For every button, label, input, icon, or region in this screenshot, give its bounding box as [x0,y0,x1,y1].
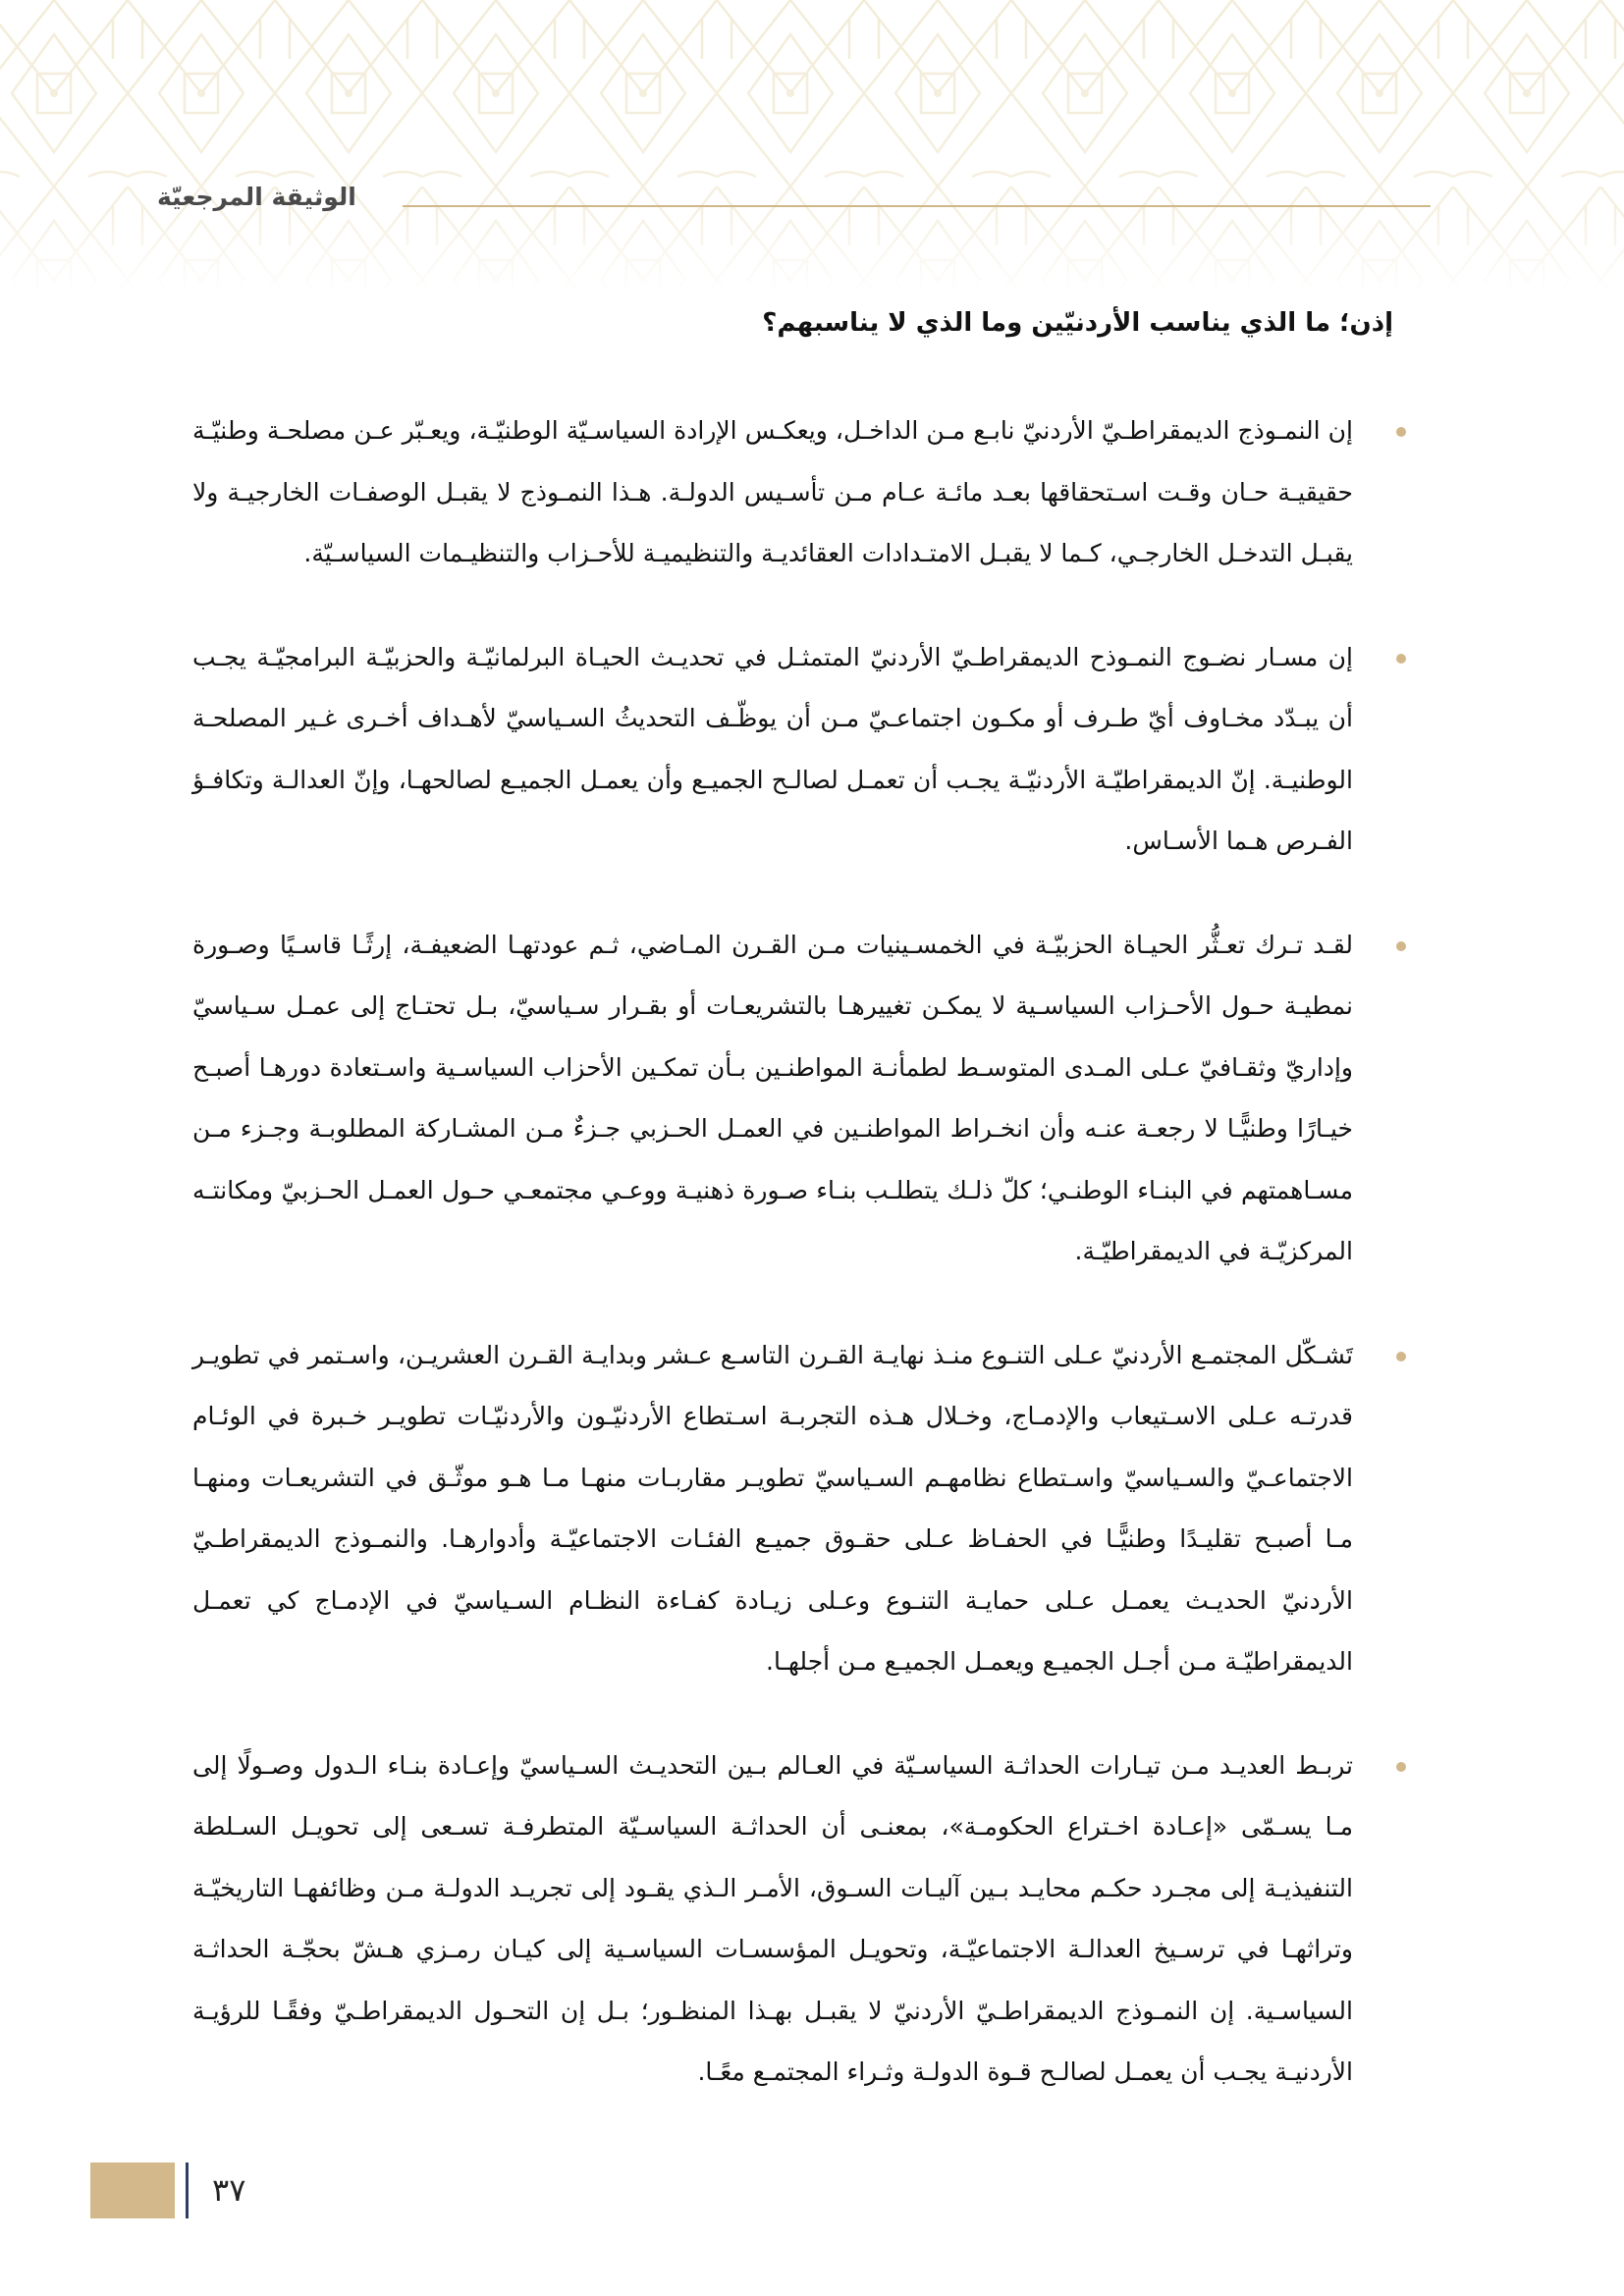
bullet-dot-icon [1396,941,1406,951]
section-title: الوثيقة المرجعيّة [157,183,356,211]
list-item [192,915,1353,1283]
bullet-dot-icon [1396,1352,1406,1362]
paragraph-text: تَشـكّل المجتمـع الأردنيّ عـلى التنـوع منـذ نهايـة القـرن التاسـع عـشر وبدايـة القـرن العشريـن، واسـتمر في تطويـر قدرتـه عـلى الاسـتيعاب والإدمـاج، وخـلال هـذه التجربـة اسـتطاع الأردنيّـون والأردنيّـات تطويـر خـبرة في الوئـام الاجتماعـيّ والسـياسيّ واسـتطاع نظامهـم السـياسيّ تطويـر مقاربـات منهـا مـا هـو موثّـق في التشريعـات ومنهـا مـا أصبـح تقليـدًا وطنيًّـا في الحفـاظ عـلى حقـوق جميـع الفئـات الاجتماعيّـة وأدوارهـا. والنمـوذج الديمقراطـيّ الأردنيّ الحديـث يعمـل عـلى حمايـة التنـوع وعـلى زيـادة كفـاءة النظـام السـياسيّ في الإدمـاج كي تعمـل الديمقراطيّـة مـن أجـل الجميـع ويعمـل الجميـع مـن أجلهـا. [192,1340,1353,1676]
bullet-dot-icon [1396,1762,1406,1772]
header-divider [403,205,1431,207]
paragraph-text: تربـط العديـد مـن تيـارات الحداثـة السياسـيّة في العـالم بـين التحديـث السـياسيّ وإعـادة بنـاء الـدول وصـولًا إلى مـا يسـمّى «إعـادة اخـتراع الحكومـة»، بمعنـى أن الحداثـة السياسـيّة المتطرفـة تسـعى إلى تحويـل السـلطة التنفيذيـة إلى مجـرد حكـم محايـد بـين آليـات السـوق، الأمـر الـذي يقـود إلى تجريـد الدولـة مـن وظائفهـا التاريخيّـة وتراثهـا في ترسـيخ العدالـة الاجتماعيّـة، وتحويـل المؤسسـات السياسـية إلى كيـان رمـزي هـشّ بحجّـة الحداثـة السياسـية. إن النمـوذج الديمقراطـيّ الأردنيّ لا يقبـل بهـذا المنظـور؛ بـل إن التحـول الديمقراطـيّ وفقًـا للرؤيـة الأردنيـة يجـب أن يعمـل لصالـح قـوة الدولـة وثـراء المجتمـع معًـا. [192,1750,1353,2086]
list-item [192,1325,1353,1693]
bullet-dot-icon [1396,427,1406,437]
bullet-dot-icon [1396,654,1406,664]
page-number: ٣٧ [212,2171,246,2209]
paragraph-text: إن النمـوذج الديمقراطـيّ الأردنيّ نابـع مـن الداخـل، ويعكـس الإرادة السياسـيّة الوطنيّـة، ويعـبّر عـن مصلحـة وطنيّـة حقيقيـة حـان وقـت اسـتحقاقها بعـد مائـة عـام مـن تأسـيس الدولـة. هـذا النمـوذج لا يقبـل الوصفـات الخارجيـة ولا يقبـل التدخـل الخارجـي، كـما لا يقبـل الامتـدادات العقائديـة والتنظيميـة للأحـزاب والتنظيـمات السياسـيّة. [192,416,1353,567]
list-item [192,627,1353,873]
paragraph-text: لقـد تـرك تعـثُّر الحيـاة الحزبيّـة في الخمسـينيات مـن القـرن المـاضي، ثـم عودتهـا الضعيفـة، إرثًـا قاسـيًا وصـورة نمطيـة حـول الأحـزاب السياسـية لا يمكـن تغييرهـا بالتشريعـات أو بقـرار سـياسيّ، بـل تحتـاج إلى عمـل سـياسيّ وإداريّ وثقـافيّ عـلى المـدى المتوسـط لطمأنـة المواطنـين بـأن تمكـين الأحزاب السياسـية واسـتعادة دورهـا أصبـح خيـارًا وطنيًّـا لا رجعـة عنـه وأن انخـراط المواطنـين في العمـل الحـزبي جـزءٌ مـن المشـاركة المطلوبـة وجـزء مـن مسـاهمتهم في البنـاء الوطنـي؛ كلّ ذلـك يتطلـب بنـاء صـورة ذهنيـة ووعـي مجتمعـي حـول العمـل الحـزبيّ ومكانتـه المركزيّـة في الديمقراطيّـة. [192,930,1353,1265]
section-question-heading: إذن؛ ما الذي يناسب الأردنيّين وما الذي لا يناسبهم؟ [762,308,1393,338]
bullet-list [192,400,1353,2146]
decorative-pattern-header [0,0,1624,294]
footer-divider-bar [186,2163,189,2218]
paragraph-text: إن مسـار نضـوج النمـوذح الديمقراطـيّ الأردنيّ المتمثـل في تحديـث الحيـاة البرلمانيّـة والحزبيّـة البرامجيّـة يجـب أن يبـدّد مخـاوف أيّ طـرف أو مكـون اجتماعـيّ مـن أن يوظّـف التحديثُ السـياسيّ لأهـداف أخـرى غـير المصلحـة الوطنيـة. إنّ الديمقراطيّـة الأردنيّـة يجـب أن تعمـل لصالـح الجميـع وأن يعمـل الجميـع لصالحهـا، وإنّ العدالـة وتكافـؤ الفـرص هـما الأسـاس. [192,642,1353,855]
list-item [192,1735,1353,2104]
footer-accent-block [90,2163,175,2218]
list-item [192,400,1353,585]
